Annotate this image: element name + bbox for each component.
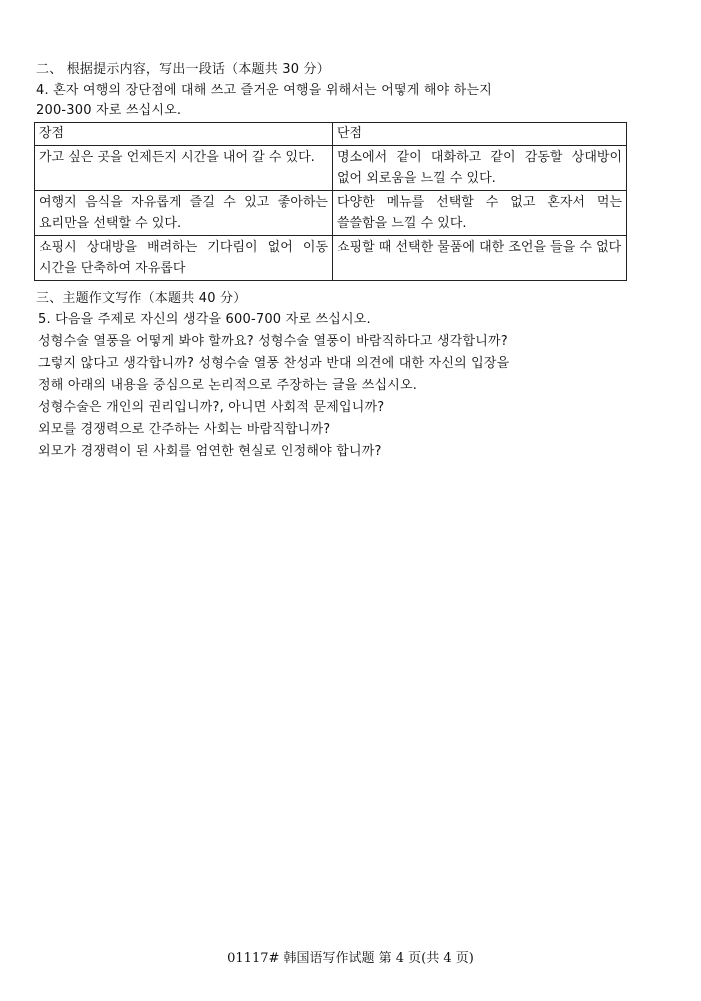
essay-body-line-5: 외모를 경쟁력으로 간주하는 사회는 바람직합니까? — [38, 422, 331, 437]
table-header-row — [35, 123, 627, 146]
page-footer: 01117# 韩国语写作试题 第 4 页(共 4 页) — [227, 951, 474, 966]
cons-header: 단점 — [333, 123, 627, 146]
table-cell — [35, 191, 333, 236]
table-cell — [333, 146, 627, 191]
cons-row-1-text: 명소에서 같이 대화하고 같이 감동할 상대방이 없어 외로움을 느낄 수 있다. — [337, 150, 622, 186]
question-4-prompt-line-1: 4. 혼자 여행의 장단점에 대해 쓰고 즐거운 여행을 위해서는 어떻게 해야 하는지 — [36, 83, 492, 98]
section-3-heading: 三、主题作文写作（本题共 40 分） — [36, 291, 247, 306]
essay-body-line-6: 외모가 경쟁력이 된 사회를 엄연한 현실로 인정해야 합니까? — [38, 444, 382, 459]
table-cell — [35, 236, 333, 281]
section-2-heading: 二、 根据提示内容，写出一段话（本题共 30 分） — [36, 62, 330, 77]
pros-row-2-text: 여행지 음식을 자유롭게 즐길 수 있고 좋아하는 요리만을 선택할 수 있다. — [39, 195, 328, 231]
table-row — [35, 146, 627, 191]
table-row — [35, 236, 627, 281]
cons-row-3-text: 쇼핑할 때 선택한 물품에 대한 조언을 들을 수 없다 — [337, 240, 622, 255]
essay-body-line-4: 성형수술은 개인의 권리입니까?, 아니면 사회적 문제입니까? — [38, 400, 385, 415]
table-cell — [35, 146, 333, 191]
table-row — [35, 191, 627, 236]
question-5-prompt: 5. 다음을 주제로 자신의 생각을 600-700 자로 쓰십시오. — [38, 312, 371, 327]
table-cell — [333, 191, 627, 236]
question-4-prompt-line-2: 200-300 자로 쓰십시오. — [36, 103, 182, 118]
essay-body-line-2: 그렇지 않다고 생각합니까? 성형수술 열풍 찬성과 반대 의견에 대한 자신의 입장을 — [38, 356, 510, 371]
table-cell — [333, 236, 627, 281]
pros-row-3-text: 쇼핑시 상대방을 배려하는 기다림이 없어 이동 시간을 단축하여 자유롭다 — [39, 240, 328, 276]
pros-cons-table — [34, 122, 627, 281]
essay-body-line-3: 정해 아래의 내용을 중심으로 논리적으로 주장하는 글을 쓰십시오. — [38, 378, 418, 393]
cons-row-2-text: 다양한 메뉴를 선택할 수 없고 혼자서 먹는 쓸쓸함을 느낄 수 있다. — [337, 195, 622, 231]
pros-header: 장점 — [35, 123, 333, 146]
essay-body-line-1: 성형수술 열풍을 어떻게 봐야 할까요? 성형수술 열풍이 바람직하다고 생각합니까? — [38, 334, 508, 349]
pros-row-1-text: 가고 싶은 곳을 언제든지 시간을 내어 갈 수 있다. — [39, 150, 315, 165]
